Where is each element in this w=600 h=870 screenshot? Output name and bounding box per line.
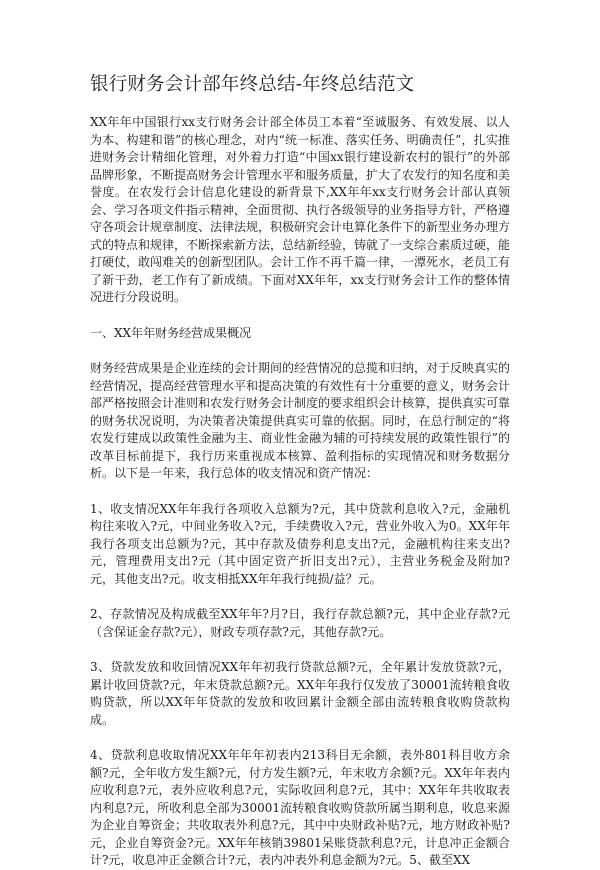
deposit-paragraph: 2、存款情况及构成截至XX年年?月?日，我行存款总额?元，其中企业存款?元（含保证金存款?元），财政专项存款?元，其他存款?元。 [90,607,510,639]
intro-paragraph: XX年年中国银行xx支行财务会计部全体员工本着“至诚服务、有效发展、以人为本、构建和谐”的核心理念，对内“统一标准、落实任务、明确责任”，扎实推进财务会计精细化管理，对外着力打造“中国xx银行建设新农村的银行”的外部品牌形象，不断提高财务会计管理水平和服务质量，扩大了农发行的知名度和美誉度。在农发行会计信息化建设的新背景下,XX年年xx支行财务会计部认真领会、学习各项文件指示精神，全面贯彻、执行各级领导的业务指导方针，严格遵守各项会计规章制度、法律法规，积极研究会计电算化条件下的新型业务办理方式的特点和规律，不断探索新方法，总结新经验，铸就了一支综合素质过硬，能打硬仗，敢闯难关的创新型团队。会计工作不再千篇一律，一潭死水，老员工有了新干劲，老工作有了新成绩。下面对XX年年，xx支行财务会计工作的整体情况进行分段说明。 [90,115,511,304]
document-title: 银行财务会计部年终总结-年终总结范文 [90,74,415,95]
interest-paragraph: 4、贷款利息收取情况XX年年年初表内213科目无余额，表外801科目收方余额?元，全年收方发生额?元，付方发生额?元，年末收方余额?元。XX年年表内应收利息?元，表外应收利息?元，实际收回利息?元，其中：XX年年共收取表内利息?元，所收利息全部为30001流转粮食收购贷款所属当期利息，收息来源为企业自筹资金；共收取表外利息?元，其中中央财政补贴?元，地方财政补贴?元，企业自筹资金?元。XX年年核销39801呆账贷款利息?元，计息冲正金额合计?元，收息冲正金额合计?元，表内冲表外利息金额为?元。5、截至XX [90,748,510,867]
overview-paragraph: 财务经营成果是企业连续的会计期间的经营情况的总揽和归纳，对于反映真实的经营情况，提高经营管理水平和提高决策的有效性有十分重要的意义，财务会计部严格按照会计准则和农发行财务会计制度的要求组织会计核算，提供真实可靠的财务状况说明，为决策者决策提供真实可靠的依据。同时，在总行制定的“将农发行建成以政策性金融为主、商业性金融为辅的可持续发展的政策性银行”的改革目标前提下，我行历来重视成本核算、盈利指标的实现情况和财务数据分析。以下是一年来，我行总体的收支情况和资产情况： [90,361,511,480]
loan-paragraph: 3、贷款发放和收回情况XX年年初我行贷款总额?元，全年累计发放贷款?元，累计收回贷款?元，年末贷款总额?元。XX年年我行仅发放了30001流转粮食收购贷款，所以XX年年贷款的发放和收回累计金额全部由流转粮食收购贷款构成。 [90,660,510,727]
income-expense-paragraph: 1、收支情况XX年年我行各项收入总额为?元，其中贷款利息收入?元，金融机构往来收入?元，中间业务收入?元，手续费收入?元，营业外收入为0。XX年年我行各项支出总额为?元，其中存款及债券利息支出?元，金融机构往来支出?元，管理费用支出?元（其中固定资产折旧支出?元），主营业务税金及附加?元，其他支出?元。收支相抵XX年年我行纯损/益？元。 [90,501,510,586]
section-heading: 一、XX年年财务经营成果概况 [90,325,252,340]
